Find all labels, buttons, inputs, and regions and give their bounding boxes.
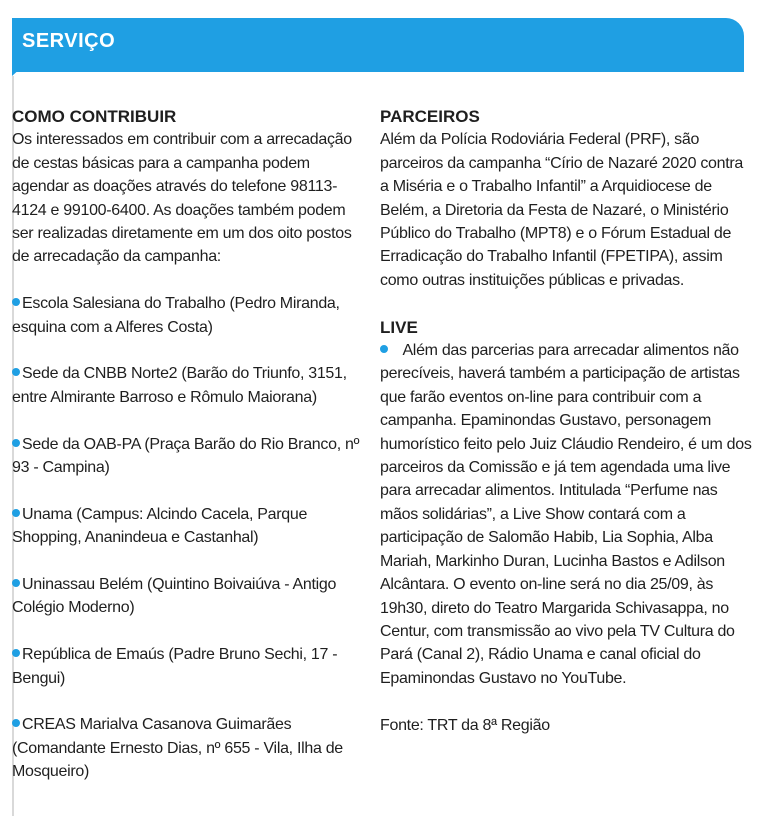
location-text: Unama (Campus: Alcindo Cacela, Parque Shopping, Ananindeua e Castanhal) xyxy=(12,505,308,547)
location-item xyxy=(12,573,362,620)
bullet-icon xyxy=(12,298,20,306)
bullet-icon xyxy=(12,439,20,447)
location-text: Sede da OAB-PA (Praça Barão do Rio Branco, nº 93 - Campina) xyxy=(12,435,360,477)
location-item xyxy=(12,643,362,690)
header-banner-tail xyxy=(12,60,30,76)
location-text: Sede da CNBB Norte2 (Barão do Triunfo, 3151, entre Almirante Barroso e Rômulo Maiorana) xyxy=(12,365,347,406)
live-paragraph xyxy=(380,339,752,690)
page-title: SERVIÇO xyxy=(22,30,116,52)
bullet-icon xyxy=(12,649,20,657)
header-banner xyxy=(12,18,744,72)
partners-text: Além da Polícia Rodoviária Federal (PRF), são parceiros da campanha “Círio de Nazaré 2020 contra a Miséria e o Trabalho Infantil” a Arquidiocese de Belém, a Diretoria da Festa de Nazaré, o Ministério Público do Trabalho (MPT8) e o Fórum Estadual de Erradicação do Trabalho Infantil (FPETIPA), assim como outras instituições públicas e privadas. xyxy=(380,131,743,289)
bullet-icon xyxy=(12,368,20,376)
bullet-icon xyxy=(12,509,20,517)
bullet-icon xyxy=(12,719,20,727)
contribute-heading: COMO CONTRIBUIR xyxy=(12,107,177,126)
live-heading: LIVE xyxy=(380,317,418,337)
location-text: República de Emaús (Padre Bruno Sechi, 17 - Bengui) xyxy=(12,646,338,687)
contribute-intro: Os interessados em contribuir com a arrecadação de cestas básicas para a campanha podem agendar as doações através do telefone 98113-4124 e 99100-6400. As doações também podem ser realizadas diretamente em um dos oito postos de arrecadação da campanha: xyxy=(12,131,352,266)
partners-heading: PARCEIROS xyxy=(380,107,480,126)
source-credit: Fonte: TRT da 8ª Região xyxy=(380,716,550,734)
bullet-icon xyxy=(380,345,388,353)
bullet-icon xyxy=(12,579,20,587)
location-text: Uninassau Belém (Quintino Boivaiúva - Antigo Colégio Moderno) xyxy=(12,576,337,617)
location-text: Escola Salesiana do Trabalho (Pedro Miranda, esquina com a Alferes Costa) xyxy=(12,295,340,336)
contribute-column xyxy=(12,105,362,784)
location-item xyxy=(12,362,362,409)
location-item xyxy=(12,292,362,339)
right-column xyxy=(380,105,752,737)
location-item xyxy=(12,713,362,783)
location-item xyxy=(12,503,362,550)
live-text: Além das parcerias para arrecadar alimentos não perecíveis, haverá também a participação de artistas que farão eventos on-line para contribuir com a campanha. Epaminondas Gustavo, personagem humorístico feito pelo Juiz Cláudio Rendeiro, é um dos parceiros da Comissão e já tem agendada uma live para arrecadar alimentos. Intitulada “Perfume nas mãos solidárias”, a Live Show contará com a participação de Salomão Habib, Lia Sophia, Alba Mariah, Markinho Duran, Lucinha Bastos e Adilson Alcântara. O evento on-line será no dia 25/09, às 19h30, direto do Teatro Margarida Schivasappa, no Centur, com transmissão ao vivo pela TV Cultura do Pará (Canal 2), Rádio Unama e canal oficial do Epaminondas Gustavo no YouTube. xyxy=(380,342,752,687)
section-gap xyxy=(380,292,752,315)
location-text: CREAS Marialva Casanova Guimarães (Comandante Ernesto Dias, nº 655 - Vila, Ilha de Mosqueiro) xyxy=(12,716,343,781)
location-item xyxy=(12,433,362,480)
